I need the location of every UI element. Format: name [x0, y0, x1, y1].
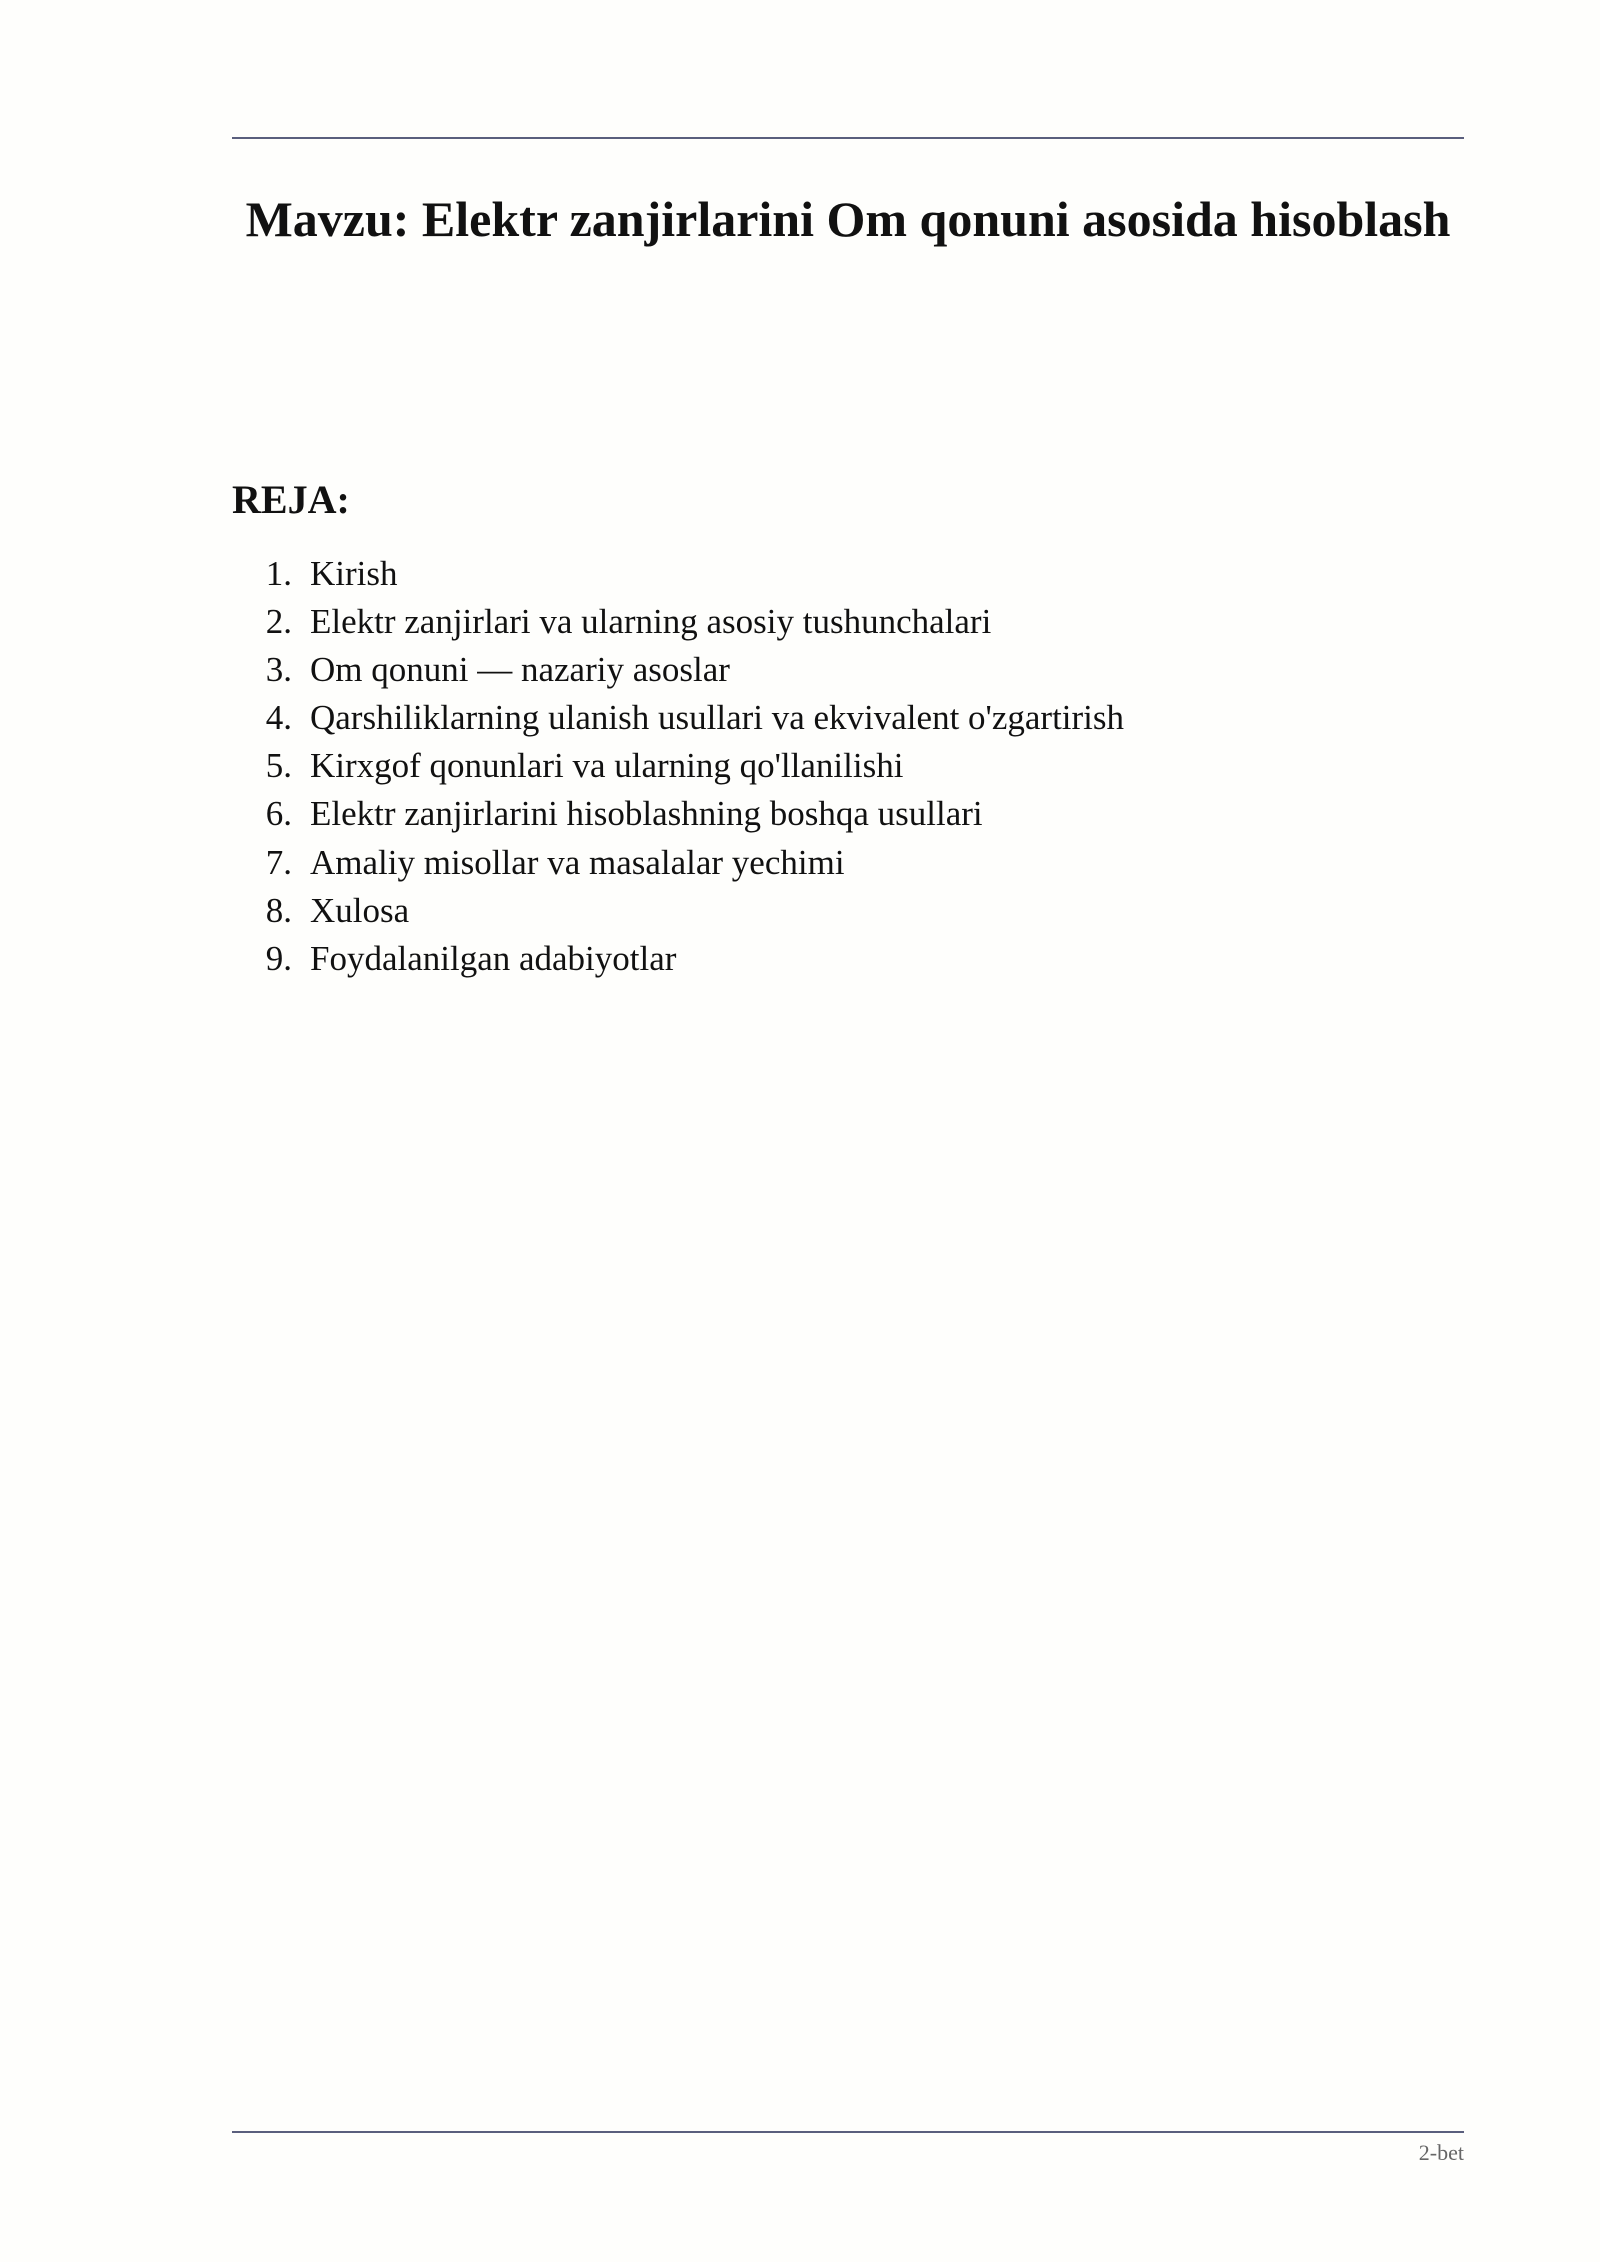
plan-item-4	[232, 694, 1464, 742]
plan-item-2	[232, 598, 1464, 646]
plan-item-5	[232, 742, 1464, 790]
plan-item-number: 2.	[265, 602, 292, 642]
plan-item-text: Kirish	[310, 554, 398, 593]
plan-item-text: Elektr zanjirlari va ularning asosiy tushunchalari	[310, 602, 992, 642]
plan-list	[232, 550, 1464, 983]
page-number: 2-bet	[1418, 2140, 1464, 2165]
plan-item-6	[232, 790, 1464, 838]
header-rule	[232, 137, 1464, 139]
plan-heading: REJA:	[232, 477, 350, 522]
plan-item-text: Qarshiliklarning ulanish usullari va ekvivalent o'zgartirish	[310, 698, 1125, 738]
plan-item-number: 9.	[265, 938, 292, 978]
plan-item-text: Xulosa	[310, 890, 410, 930]
plan-item-7	[232, 839, 1464, 887]
plan-item-9	[232, 935, 1464, 983]
plan-item-number: 7.	[265, 842, 292, 882]
footer-rule	[232, 2131, 1464, 2133]
plan-item-number: 4.	[265, 698, 292, 738]
plan-item-text: Amaliy misollar va masalalar yechimi	[310, 842, 845, 882]
plan-item-number: 8.	[265, 890, 292, 930]
plan-item-text: Foydalanilgan adabiyotlar	[310, 938, 677, 978]
plan-item-number: 3.	[265, 650, 292, 690]
plan-item-1	[232, 550, 1464, 598]
plan-item-text: Om qonuni — nazariy asoslar	[310, 650, 730, 690]
plan-item-number: 6.	[265, 794, 292, 834]
plan-item-8	[232, 887, 1464, 935]
plan-item-number: 5.	[265, 746, 292, 786]
plan-item-number: 1.	[265, 554, 292, 593]
plan-item-3	[232, 646, 1464, 694]
document-title: Mavzu: Elektr zanjirlarini Om qonuni asosida hisoblash	[245, 191, 1451, 247]
plan-item-text: Kirxgof qonunlari va ularning qo'llanilishi	[310, 746, 904, 786]
plan-item-text: Elektr zanjirlarini hisoblashning boshqa usullari	[310, 794, 983, 834]
